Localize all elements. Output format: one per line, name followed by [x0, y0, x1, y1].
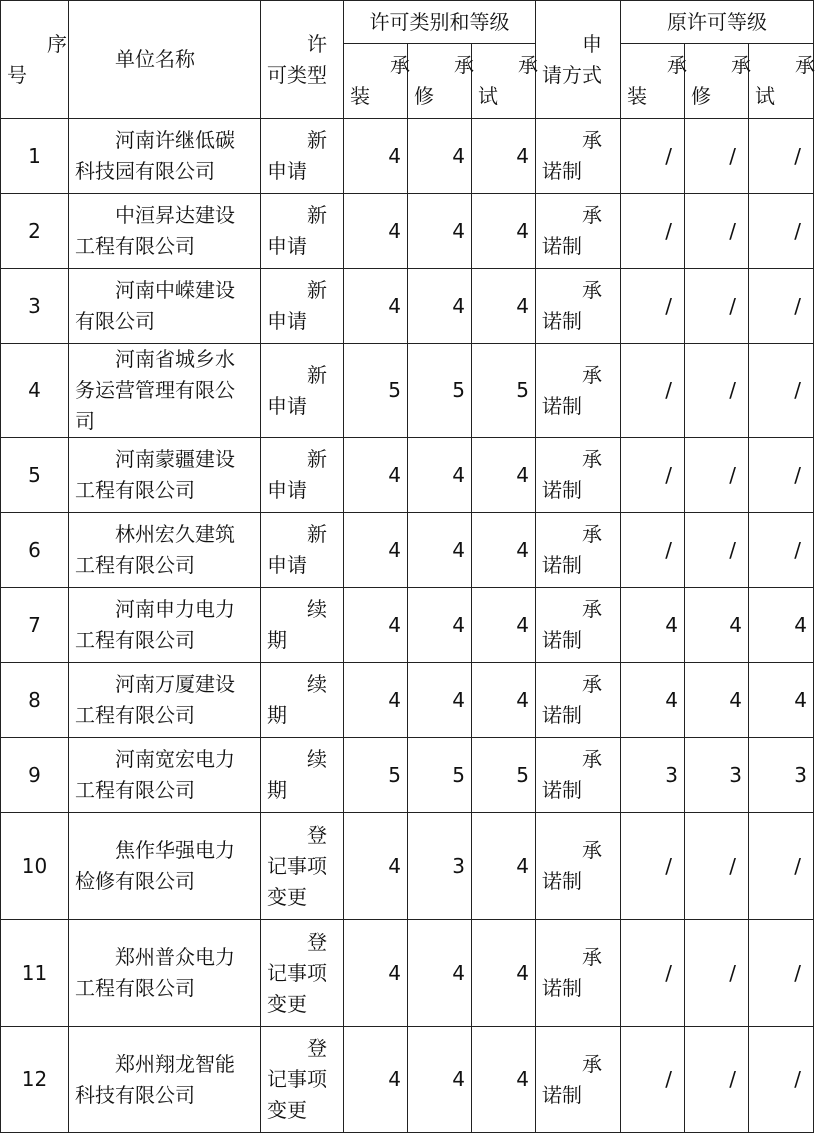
- orig-install-cell: /: [621, 438, 685, 513]
- table-row: [1, 920, 814, 1027]
- orig-install-cell: /: [621, 920, 685, 1027]
- subheader-orig-test: 承试: [749, 44, 814, 119]
- orig-install-cell: /: [621, 1027, 685, 1133]
- grade-test-cell: 4: [472, 663, 536, 738]
- grade-repair-cell: 4: [408, 119, 472, 194]
- grade-test-cell: 4: [472, 813, 536, 920]
- subheader-test: 承试: [472, 44, 536, 119]
- orig-install-cell: /: [621, 813, 685, 920]
- subheader-install: 承装: [344, 44, 408, 119]
- orig-test-cell: /: [749, 269, 814, 344]
- permit-type-cell: 续期: [261, 738, 344, 813]
- seq-cell: 4: [1, 344, 69, 438]
- permit-type-cell: 新申请: [261, 513, 344, 588]
- table-row: [1, 438, 814, 513]
- grade-repair-cell: 4: [408, 513, 472, 588]
- permit-type-cell: 登记事项变更: [261, 1027, 344, 1133]
- grade-repair-cell: 4: [408, 269, 472, 344]
- permit-type-cell: 登记事项变更: [261, 920, 344, 1027]
- grade-install-cell: 4: [344, 920, 408, 1027]
- grade-test-cell: 4: [472, 920, 536, 1027]
- unit-name-cell: 河南省城乡水务运营管理有限公司: [69, 344, 261, 438]
- apply-method-cell: 承诺制: [536, 920, 621, 1027]
- orig-test-cell: /: [749, 194, 814, 269]
- grade-repair-cell: 5: [408, 344, 472, 438]
- grade-repair-cell: 4: [408, 194, 472, 269]
- orig-install-cell: /: [621, 344, 685, 438]
- table-row: [1, 344, 814, 438]
- grade-install-cell: 5: [344, 738, 408, 813]
- grade-install-cell: 4: [344, 1027, 408, 1133]
- grade-repair-cell: 5: [408, 738, 472, 813]
- orig-test-cell: /: [749, 1027, 814, 1133]
- unit-name-cell: 河南申力电力工程有限公司: [69, 588, 261, 663]
- subheader-repair: 承修: [408, 44, 472, 119]
- grade-test-cell: 4: [472, 588, 536, 663]
- unit-name-cell: 河南宽宏电力工程有限公司: [69, 738, 261, 813]
- seq-cell: 5: [1, 438, 69, 513]
- apply-method-cell: 承诺制: [536, 813, 621, 920]
- table-row: [1, 269, 814, 344]
- grade-test-cell: 5: [472, 344, 536, 438]
- grade-install-cell: 4: [344, 513, 408, 588]
- unit-name-cell: 河南许继低碳科技园有限公司: [69, 119, 261, 194]
- table-body: [1, 119, 814, 1133]
- orig-install-cell: /: [621, 119, 685, 194]
- orig-test-cell: /: [749, 813, 814, 920]
- grade-install-cell: 4: [344, 119, 408, 194]
- orig-install-cell: 4: [621, 663, 685, 738]
- orig-test-cell: /: [749, 119, 814, 194]
- grade-repair-cell: 4: [408, 438, 472, 513]
- orig-repair-cell: /: [685, 513, 749, 588]
- grade-repair-cell: 4: [408, 588, 472, 663]
- table-row: [1, 588, 814, 663]
- orig-repair-cell: /: [685, 344, 749, 438]
- orig-repair-cell: /: [685, 269, 749, 344]
- apply-method-cell: 承诺制: [536, 588, 621, 663]
- grade-repair-cell: 4: [408, 920, 472, 1027]
- seq-cell: 12: [1, 1027, 69, 1133]
- apply-method-cell: 承诺制: [536, 513, 621, 588]
- table-row: [1, 119, 814, 194]
- orig-test-cell: /: [749, 438, 814, 513]
- permit-type-cell: 新申请: [261, 269, 344, 344]
- orig-test-cell: /: [749, 344, 814, 438]
- grade-test-cell: 4: [472, 194, 536, 269]
- apply-method-cell: 承诺制: [536, 194, 621, 269]
- subheader-orig-install: 承装: [621, 44, 685, 119]
- orig-install-cell: 4: [621, 588, 685, 663]
- permit-type-cell: 新申请: [261, 344, 344, 438]
- grade-install-cell: 4: [344, 813, 408, 920]
- unit-name-cell: 郑州普众电力工程有限公司: [69, 920, 261, 1027]
- seq-cell: 10: [1, 813, 69, 920]
- grade-install-cell: 5: [344, 344, 408, 438]
- seq-cell: 2: [1, 194, 69, 269]
- subheader-orig-repair: 承修: [685, 44, 749, 119]
- header-permit-type: 许可类型: [261, 1, 344, 119]
- permit-type-cell: 续期: [261, 663, 344, 738]
- apply-method-cell: 承诺制: [536, 663, 621, 738]
- orig-test-cell: 4: [749, 663, 814, 738]
- orig-test-cell: 4: [749, 588, 814, 663]
- header-permit-category-grade: 许可类别和等级: [344, 1, 536, 44]
- unit-name-cell: 郑州翔龙智能科技有限公司: [69, 1027, 261, 1133]
- orig-repair-cell: /: [685, 194, 749, 269]
- grade-test-cell: 4: [472, 1027, 536, 1133]
- grade-repair-cell: 3: [408, 813, 472, 920]
- orig-test-cell: /: [749, 513, 814, 588]
- apply-method-cell: 承诺制: [536, 119, 621, 194]
- table-row: [1, 738, 814, 813]
- unit-name-cell: 焦作华强电力检修有限公司: [69, 813, 261, 920]
- table-row: [1, 513, 814, 588]
- seq-cell: 6: [1, 513, 69, 588]
- seq-cell: 11: [1, 920, 69, 1027]
- orig-test-cell: 3: [749, 738, 814, 813]
- header-apply-method: 申请方式: [536, 1, 621, 119]
- grade-repair-cell: 4: [408, 1027, 472, 1133]
- grade-install-cell: 4: [344, 588, 408, 663]
- header-original-grade: 原许可等级: [621, 1, 814, 44]
- grade-test-cell: 4: [472, 438, 536, 513]
- grade-install-cell: 4: [344, 663, 408, 738]
- header-unit-name: 单位名称: [69, 1, 261, 119]
- seq-cell: 3: [1, 269, 69, 344]
- orig-install-cell: 3: [621, 738, 685, 813]
- permit-type-cell: 新申请: [261, 194, 344, 269]
- permit-type-cell: 新申请: [261, 438, 344, 513]
- grade-test-cell: 4: [472, 513, 536, 588]
- seq-cell: 9: [1, 738, 69, 813]
- table-row: [1, 663, 814, 738]
- apply-method-cell: 承诺制: [536, 344, 621, 438]
- seq-cell: 1: [1, 119, 69, 194]
- orig-repair-cell: 4: [685, 588, 749, 663]
- grade-install-cell: 4: [344, 194, 408, 269]
- permit-type-cell: 新申请: [261, 119, 344, 194]
- orig-repair-cell: /: [685, 813, 749, 920]
- unit-name-cell: 河南中嵘建设有限公司: [69, 269, 261, 344]
- apply-method-cell: 承诺制: [536, 269, 621, 344]
- orig-repair-cell: 3: [685, 738, 749, 813]
- apply-method-cell: 承诺制: [536, 1027, 621, 1133]
- seq-cell: 7: [1, 588, 69, 663]
- table-row: [1, 813, 814, 920]
- orig-repair-cell: /: [685, 920, 749, 1027]
- orig-repair-cell: /: [685, 1027, 749, 1133]
- permit-type-cell: 续期: [261, 588, 344, 663]
- table-row: [1, 1027, 814, 1133]
- grade-install-cell: 4: [344, 438, 408, 513]
- orig-install-cell: /: [621, 194, 685, 269]
- orig-repair-cell: /: [685, 438, 749, 513]
- header-seq: 序号: [1, 1, 69, 119]
- grade-test-cell: 4: [472, 119, 536, 194]
- seq-cell: 8: [1, 663, 69, 738]
- table-row: [1, 194, 814, 269]
- permit-type-cell: 登记事项变更: [261, 813, 344, 920]
- unit-name-cell: 中洹昇达建设工程有限公司: [69, 194, 261, 269]
- unit-name-cell: 林州宏久建筑工程有限公司: [69, 513, 261, 588]
- unit-name-cell: 河南万厦建设工程有限公司: [69, 663, 261, 738]
- orig-install-cell: /: [621, 269, 685, 344]
- grade-install-cell: 4: [344, 269, 408, 344]
- unit-name-cell: 河南蒙疆建设工程有限公司: [69, 438, 261, 513]
- grade-test-cell: 4: [472, 269, 536, 344]
- orig-repair-cell: 4: [685, 663, 749, 738]
- orig-install-cell: /: [621, 513, 685, 588]
- apply-method-cell: 承诺制: [536, 738, 621, 813]
- orig-repair-cell: /: [685, 119, 749, 194]
- grade-repair-cell: 4: [408, 663, 472, 738]
- apply-method-cell: 承诺制: [536, 438, 621, 513]
- orig-test-cell: /: [749, 920, 814, 1027]
- grade-test-cell: 5: [472, 738, 536, 813]
